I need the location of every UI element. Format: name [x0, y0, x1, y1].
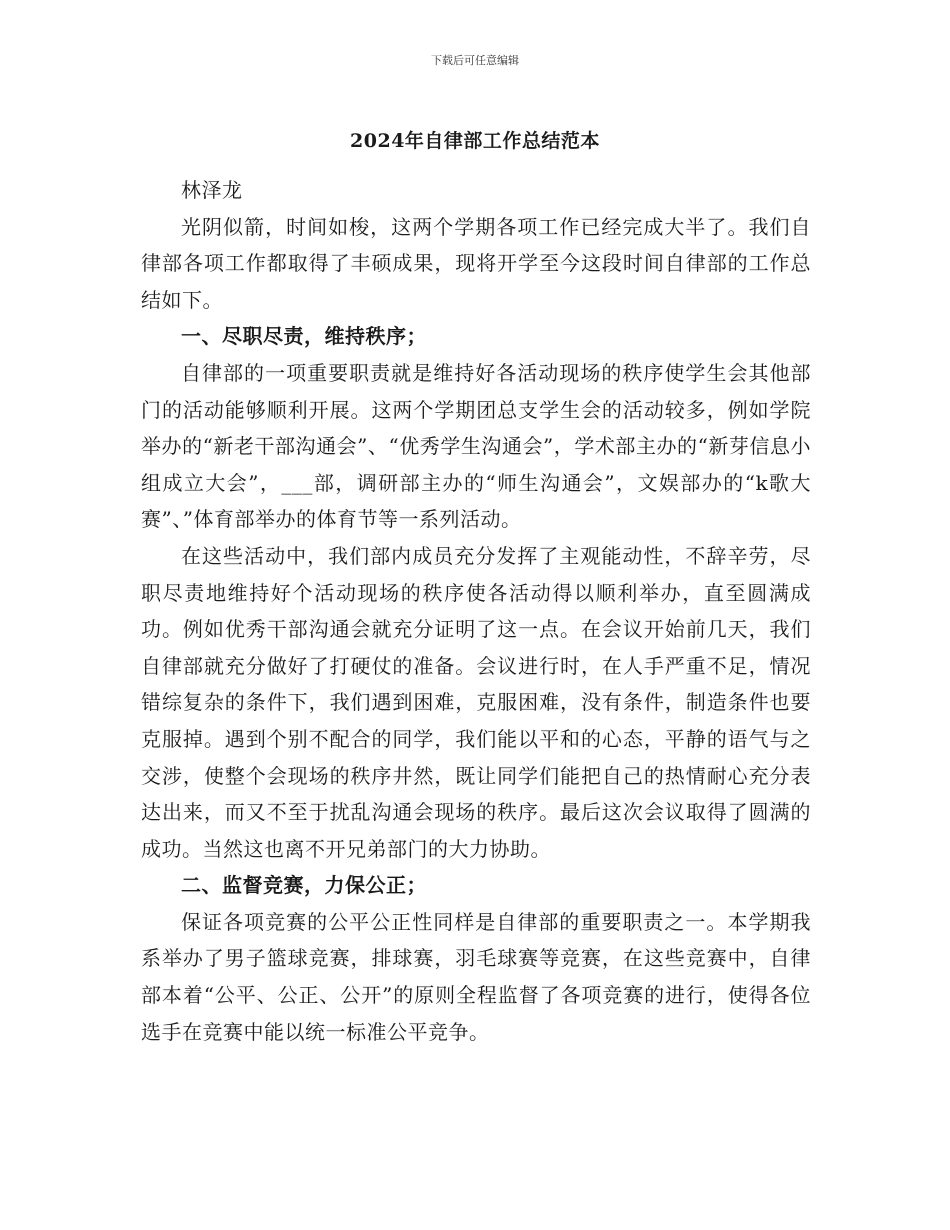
author-line: 林泽龙 [181, 178, 243, 202]
document-title: 2024年自律部工作总结范本 [350, 130, 600, 152]
section-heading-1: 一、尽职尽责，维持秩序； [181, 324, 427, 349]
paragraph-duties: 自律部的一项重要职责就是维持好各活动现场的秩序使学生会其他部门的活动能够顺利开展。这两个学期团总支学生会的活动较多，例如学院举办的“新老干部沟通会”、“优秀学生沟通会”，学术部主办的“新芽信息小组成立大会”，___部，调研部主办的“师生沟通会”，文娱部办的“k歌大赛”、”体育部举办的体育节等一系列活动。 [141, 360, 811, 532]
page-header-note: 下载后可任意编辑 [431, 54, 519, 67]
section-heading-2: 二、监督竞赛，力保公正； [181, 873, 427, 898]
paragraph-activities: 在这些活动中，我们部内成员充分发挥了主观能动性，不辞辛劳，尽职尽责地维持好个活动现场的秩序使各活动得以顺利举办，直至圆满成功。例如优秀干部沟通会就充分证明了这一点。在会议开始前几天，我们自律部就充分做好了打硬仗的准备。会议进行时，在人手严重不足，情况错综复杂的条件下，我们遇到困难，克服困难，没有条件，制造条件也要克服掉。遇到个别不配合的同学，我们能以平和的心态，平静的语气与之交涉，使整个会现场的秩序井然，既让同学们能把自己的热情耐心充分表达出来，而又不至于扰乱沟通会现场的秩序。最后这次会议取得了圆满的成功。当然这也离不开兄弟部门的大力协助。 [141, 543, 811, 861]
paragraph-competitions: 保证各项竞赛的公平公正性同样是自律部的重要职责之一。本学期我系举办了男子篮球竞赛，排球赛，羽毛球赛等竞赛，在这些竞赛中，自律部本着“公平、公正、公开”的原则全程监督了各项竞赛的进行，使得各位选手在竞赛中能以统一标准公平竞争。 [141, 909, 811, 1044]
paragraph-intro: 光阴似箭，时间如梭，这两个学期各项工作已经完成大半了。我们自律部各项工作都取得了丰硕成果，现将开学至今这段时间自律部的工作总结如下。 [141, 214, 811, 312]
document-body [141, 172, 811, 1050]
